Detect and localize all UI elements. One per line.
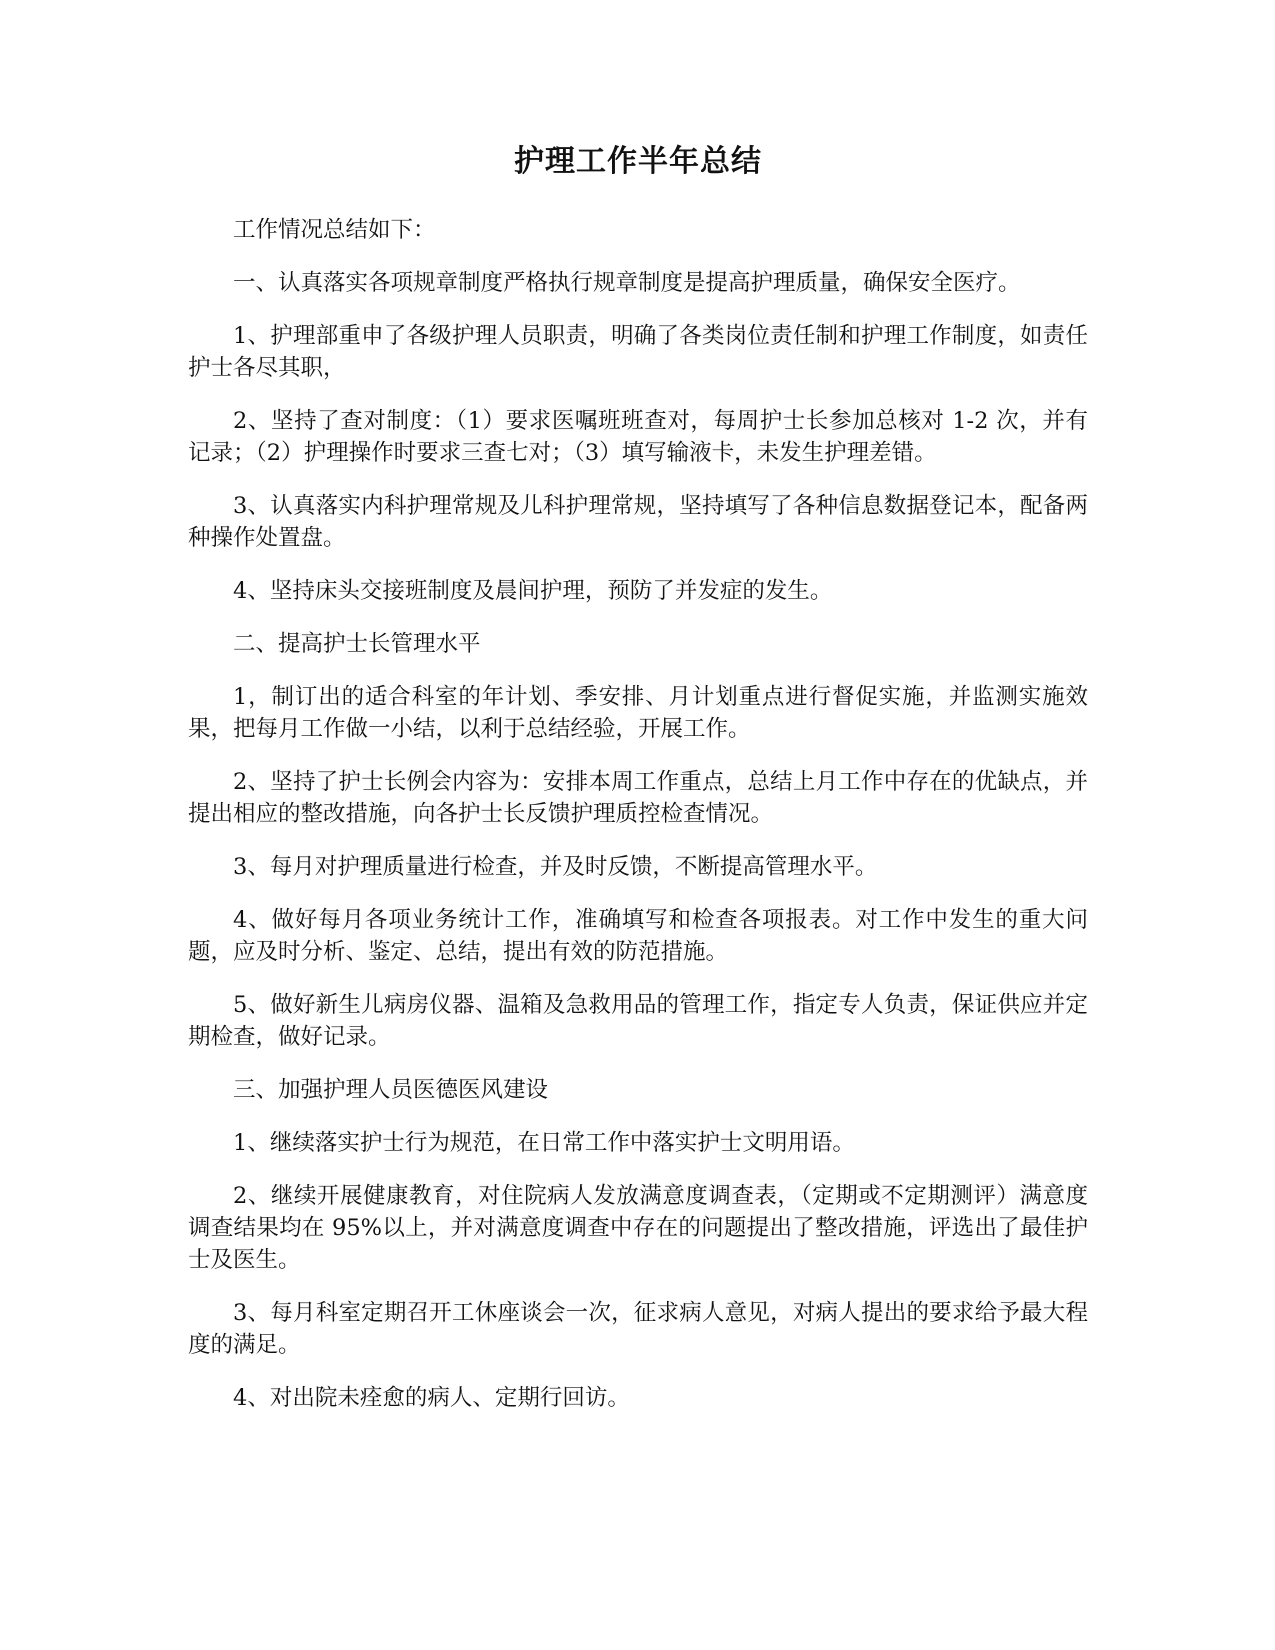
list-item: 2、坚持了护士长例会内容为：安排本周工作重点，总结上月工作中存在的优缺点，并提出相应的整改措施，向各护士长反馈护理质控检查情况。 <box>188 769 1088 827</box>
section-heading-2: 二、提高护士长管理水平 <box>233 631 481 657</box>
list-item: 1，制订出的适合科室的年计划、季安排、月计划重点进行督促实施，并监测实施效果，把每月工作做一小结，以利于总结经验，开展工作。 <box>188 684 1088 742</box>
document-title: 护理工作半年总结 <box>514 144 762 179</box>
list-item: 3、每月对护理质量进行检查，并及时反馈，不断提高管理水平。 <box>233 854 878 880</box>
list-item: 3、每月科室定期召开工休座谈会一次，征求病人意见，对病人提出的要求给予最大程度的满足。 <box>188 1300 1088 1358</box>
section-heading-3: 三、加强护理人员医德医风建设 <box>233 1077 549 1103</box>
list-item: 1、护理部重申了各级护理人员职责，明确了各类岗位责任制和护理工作制度，如责任护士各尽其职， <box>188 323 1088 381</box>
list-item: 3、认真落实内科护理常规及儿科护理常规，坚持填写了各种信息数据登记本，配备两种操作处置盘。 <box>188 493 1088 551</box>
list-item: 2、坚持了查对制度：（1）要求医嘱班班查对，每周护士长参加总核对 1-2 次，并有记录；（2）护理操作时要求三查七对；（3）填写输液卡，未发生护理差错。 <box>188 408 1088 466</box>
list-item: 4、坚持床头交接班制度及晨间护理，预防了并发症的发生。 <box>233 578 833 604</box>
list-item: 4、做好每月各项业务统计工作，准确填写和检查各项报表。对工作中发生的重大问题，应及时分析、鉴定、总结，提出有效的防范措施。 <box>188 907 1088 965</box>
list-item: 2、继续开展健康教育，对住院病人发放满意度调查表，（定期或不定期测评）满意度调查结果均在 95%以上，并对满意度调查中存在的问题提出了整改措施，评选出了最佳护 士及医生。 <box>188 1183 1088 1273</box>
paragraph-intro: 工作情况总结如下： <box>233 217 436 243</box>
section-heading-1: 一、认真落实各项规章制度严格执行规章制度是提高护理质量，确保安全医疗。 <box>233 270 1021 296</box>
list-item: 1、继续落实护士行为规范，在日常工作中落实护士文明用语。 <box>233 1130 855 1156</box>
document-page <box>188 140 1088 1435</box>
list-item: 5、做好新生儿病房仪器、温箱及急救用品的管理工作，指定专人负责，保证供应并定期检查，做好记录。 <box>188 992 1088 1050</box>
list-item: 4、对出院未痊愈的病人、定期行回访。 <box>233 1385 630 1411</box>
